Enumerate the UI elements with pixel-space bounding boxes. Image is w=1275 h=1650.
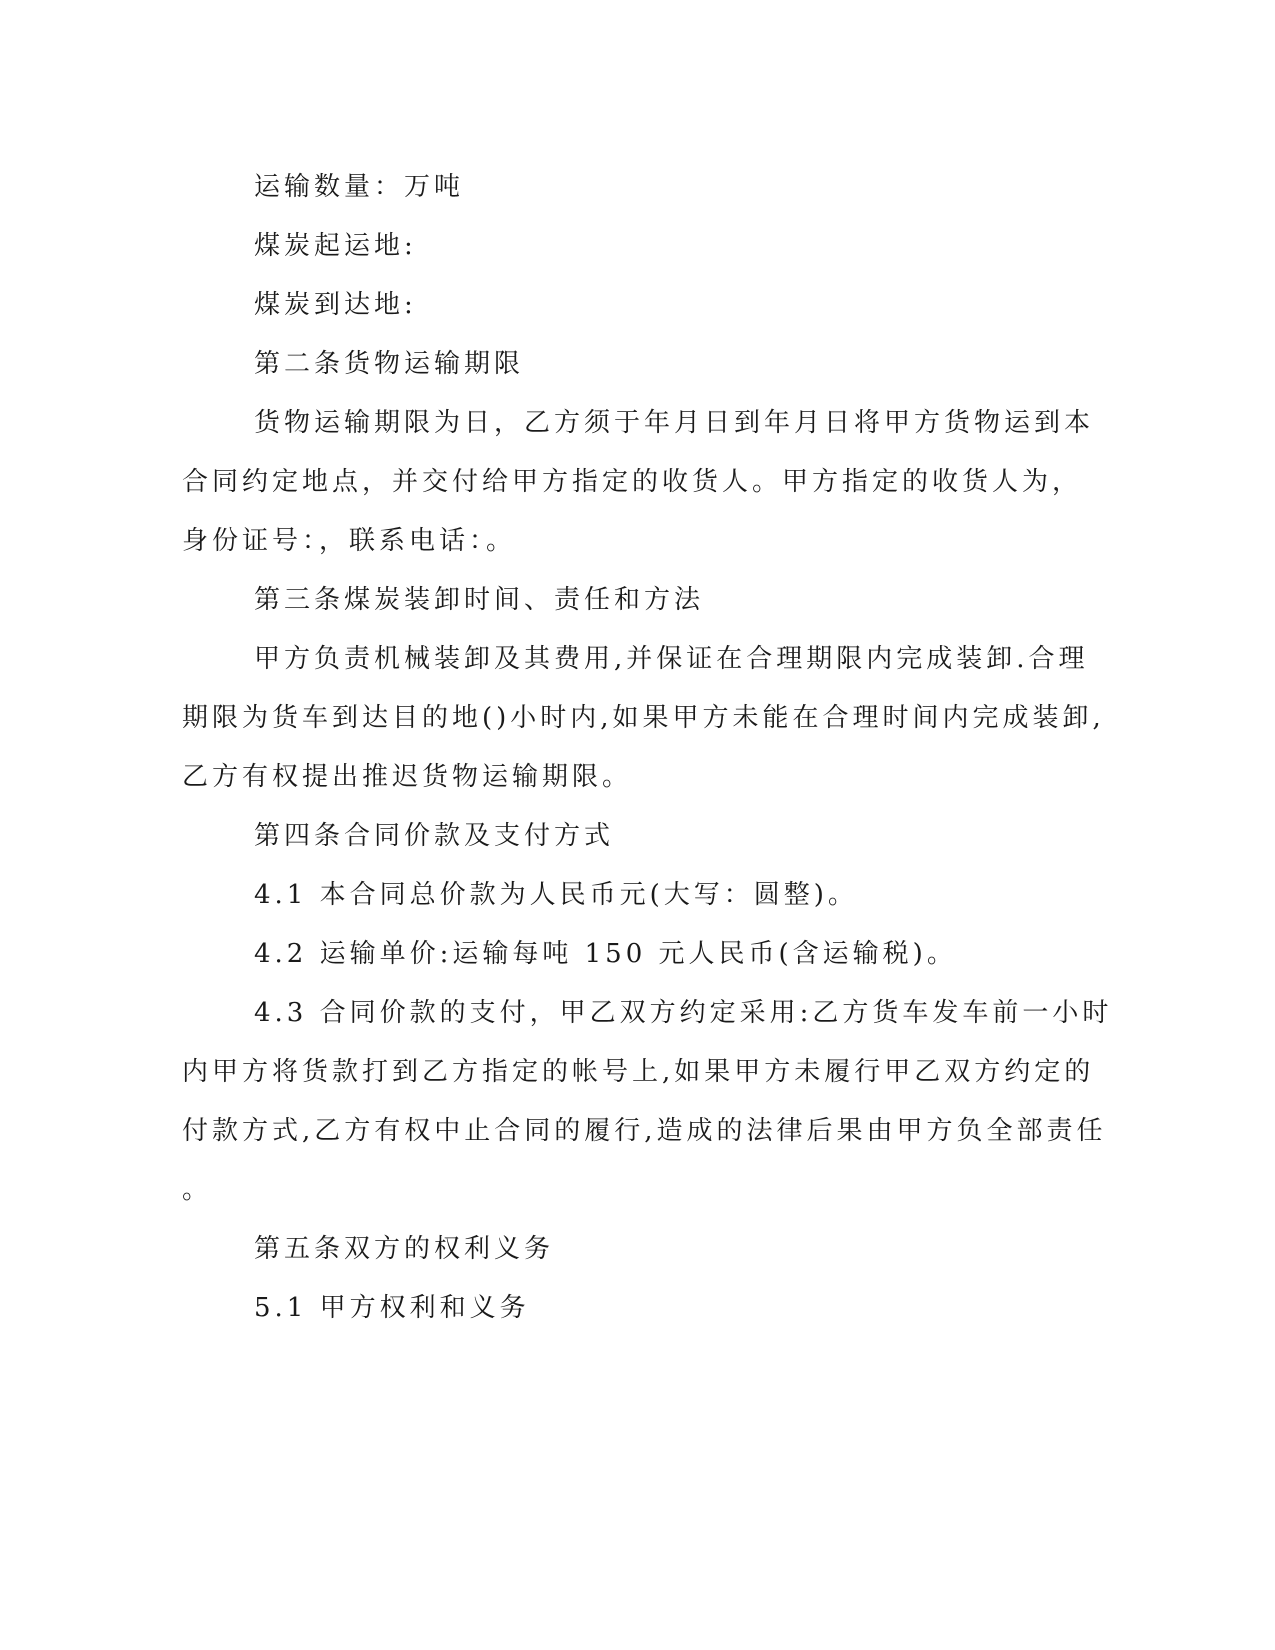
line: 5.1 甲方权利和义务	[254, 1293, 530, 1323]
line: 货物运输期限为日，乙方须于年月日到年月日将甲方货物运到本	[254, 408, 1095, 438]
article-4-heading	[182, 807, 1027, 866]
line: 煤炭到达地:	[254, 290, 417, 320]
paragraph-destination	[182, 276, 1027, 335]
article-3-body	[182, 630, 1105, 807]
article-2-heading	[182, 335, 1027, 394]
line: 第三条煤炭装卸时间、责任和方法	[254, 585, 705, 615]
line: 第四条合同价款及支付方式	[254, 821, 615, 851]
line: 煤炭起运地:	[254, 231, 417, 261]
line: 乙方有权提出推迟货物运输期限。	[182, 762, 633, 792]
line: 运输数量：万吨	[254, 172, 465, 202]
clause-4-1	[182, 866, 1027, 925]
line: 。	[182, 1175, 213, 1205]
document-body	[182, 158, 1113, 1338]
line: 甲方负责机械装卸及其费用,并保证在合理期限内完成装卸.合理	[254, 644, 1089, 674]
line: 付款方式,乙方有权中止合同的履行,造成的法律后果由甲方负全部责任	[182, 1116, 1107, 1146]
paragraph-origin	[182, 217, 1027, 276]
paragraph-transport-quantity	[182, 158, 1027, 217]
line: 身份证号：，联系电话：。	[182, 526, 517, 556]
line: 4.3 合同价款的支付，甲乙双方约定采用:乙方货车发车前一小时	[254, 998, 1113, 1028]
line: 4.1 本合同总价款为人民币元(大写：圆整)。	[254, 880, 858, 910]
line: 4.2 运输单价:运输每吨 150 元人民币(含运输税)。	[254, 939, 957, 969]
article-5-heading	[182, 1220, 1027, 1279]
line: 合同约定地点，并交付给甲方指定的收货人。甲方指定的收货人为，	[182, 467, 1083, 497]
clause-4-2	[182, 925, 1027, 984]
clause-5-1	[182, 1279, 1027, 1338]
line: 第五条双方的权利义务	[254, 1234, 555, 1264]
line: 第二条货物运输期限	[254, 349, 525, 379]
article-3-heading	[182, 571, 1027, 630]
article-2-body	[182, 394, 1095, 571]
line: 内甲方将货款打到乙方指定的帐号上,如果甲方未履行甲乙双方约定的	[182, 1057, 1095, 1087]
clause-4-3	[182, 984, 1113, 1220]
line: 期限为货车到达目的地()小时内,如果甲方未能在合理时间内完成装卸,	[182, 703, 1105, 733]
